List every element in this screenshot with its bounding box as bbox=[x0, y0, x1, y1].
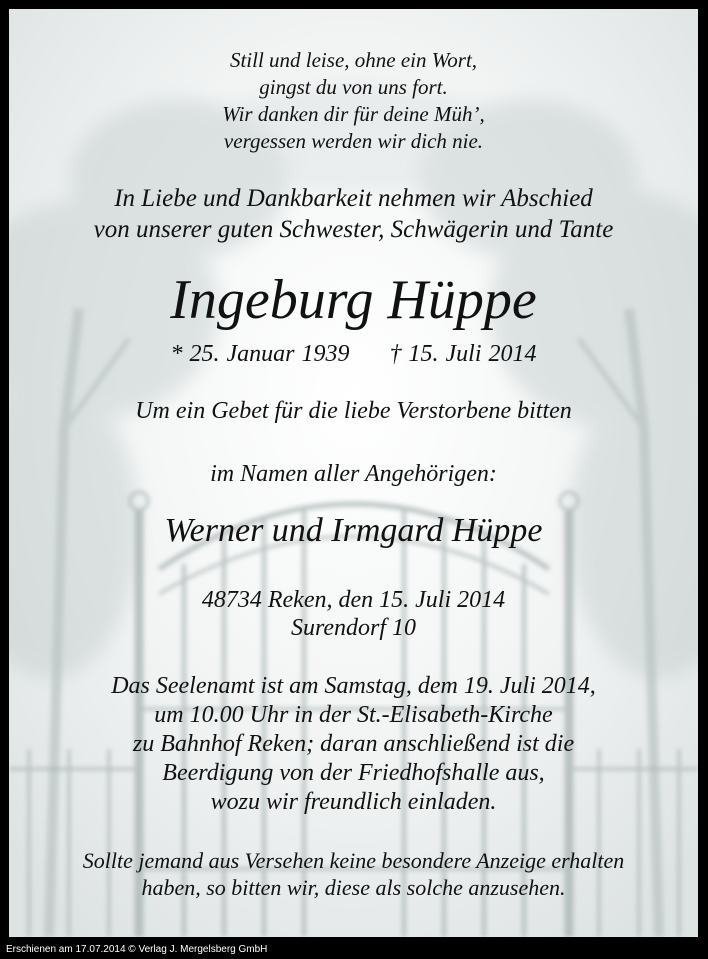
funeral-service-info bbox=[9, 672, 698, 817]
verse-line: Still und leise, ohne ein Wort, bbox=[229, 48, 478, 72]
verse-line: Wir danken dir für deine Müh’, bbox=[222, 102, 485, 126]
prayer-request: Um ein Gebet für die liebe Verstorbene bitten bbox=[135, 398, 572, 424]
note-line: haben, so bitten wir, diese als solche anzusehen. bbox=[141, 875, 566, 900]
verse-line: gingst du von uns fort. bbox=[259, 75, 448, 99]
deceased-name: Ingeburg Hüppe bbox=[170, 269, 537, 331]
publication-footer: Erschienen am 17.07.2014 © Verlag J. Mergelsberg GmbH bbox=[6, 944, 268, 955]
life-dates bbox=[9, 339, 698, 369]
address-block bbox=[9, 586, 698, 642]
death-date: † 15. Juli 2014 bbox=[389, 341, 537, 367]
note-line: Sollte jemand aus Versehen keine besondere Anzeige erhalten bbox=[82, 848, 625, 873]
family-names: Werner und Irmgard Hüppe bbox=[164, 512, 543, 549]
intro-line: In Liebe und Dankbarkeit nehmen wir Abschied bbox=[114, 185, 593, 212]
obituary-card bbox=[9, 9, 698, 937]
memorial-verse bbox=[9, 47, 698, 155]
service-line: um 10.00 Uhr in der St.-Elisabeth-Kirche bbox=[154, 702, 553, 728]
farewell-intro bbox=[9, 183, 698, 245]
service-line: zu Bahnhof Reken; daran anschließend ist die bbox=[132, 731, 575, 757]
family-intro: im Namen aller Angehörigen: bbox=[210, 461, 497, 487]
verse-line: vergessen werden wir dich nie. bbox=[223, 129, 484, 153]
place-date: 48734 Reken, den 15. Juli 2014 bbox=[201, 587, 506, 613]
service-line: Beerdigung von der Friedhofshalle aus, bbox=[162, 760, 545, 786]
birth-date: * 25. Januar 1939 bbox=[170, 341, 350, 367]
service-line: wozu wir freundlich einladen. bbox=[210, 789, 497, 815]
street-address: Surendorf 10 bbox=[290, 615, 417, 641]
service-line: Das Seelenamt ist am Samstag, dem 19. Juli 2014, bbox=[111, 673, 596, 699]
closing-note bbox=[9, 847, 698, 901]
intro-line: von unserer guten Schwester, Schwägerin und Tante bbox=[93, 216, 614, 243]
